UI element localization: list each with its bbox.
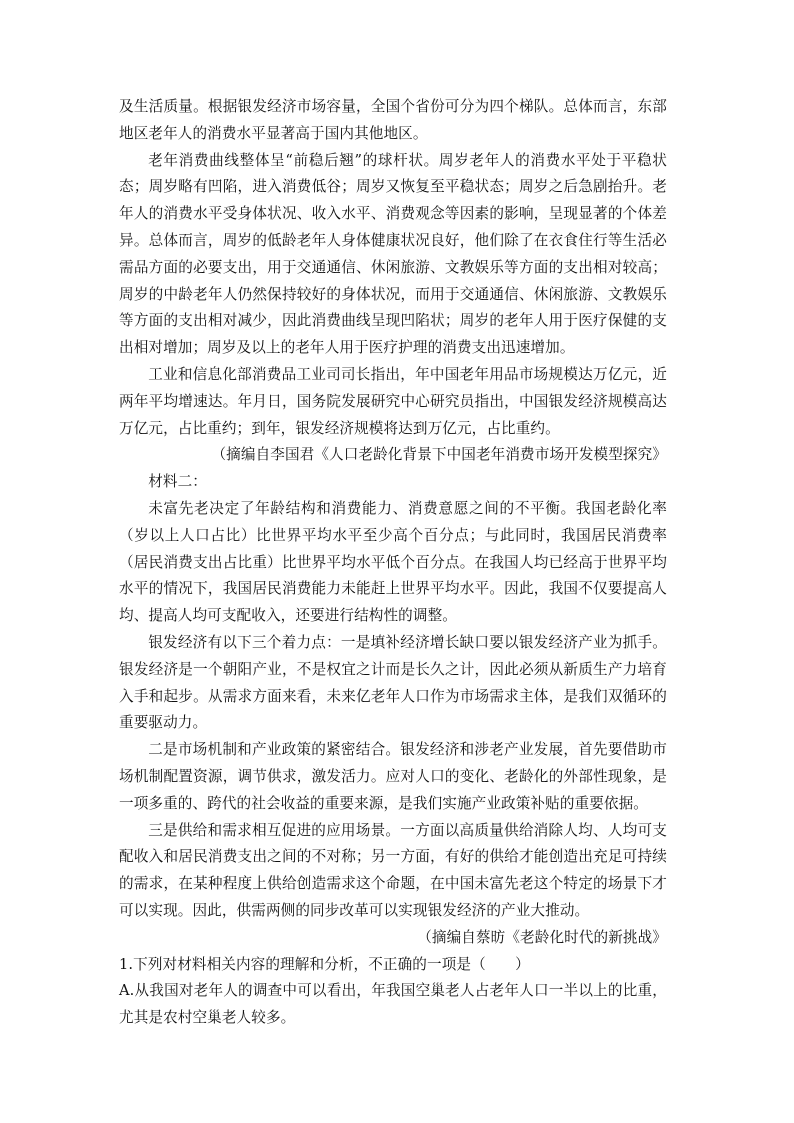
source-citation-1: （摘编自李国君《人口老龄化背景下中国老年消费市场开发模型探究》	[211, 446, 667, 464]
material-2-label: 材料二：	[148, 473, 207, 491]
question-option-a: A.从我国对老年人的调查中可以看出，年我国空巢老人占老年人口一半以上的比重，尤其是农村空巢老人较多。	[119, 982, 667, 1027]
paragraph-4: 未富先老决定了年龄结构和消费能力、消费意愿之间的不平衡。我国老龄化率（岁以上人口占比）比世界平均水平至少高个百分点；与此同时，我国居民消费率（居民消费支出占比重）比世界平均水平低个百分点。在我国人均已经高于世界平均水平的情况下，我国居民消费能力未能赶上世界平均水平。因此，我国不仅要提高人均、提高人均可支配收入，还要进行结构性的调整。	[119, 499, 667, 625]
paragraph-2: 老年消费曲线整体呈“前稳后翘”的球杆状。周岁老年人的消费水平处于平稳状态；周岁略有凹陷，进入消费低谷；周岁又恢复至平稳状态；周岁之后急剧抬升。老年人的消费水平受身体状况、收入水平、消费观念等因素的影响，呈现显著的个体差异。总体而言，周岁的低龄老年人身体健康状况良好，他们除了在衣食住行等生活必需品方面的必要支出，用于交通通信、休闲旅游、文教娱乐等方面的支出相对较高；周岁的中龄老年人仍然保持较好的身体状况，而用于交通通信、休闲旅游、文教娱乐等方面的支出相对减少，因此消费曲线呈现凹陷状；周岁的老年人用于医疗保健的支出相对增加；周岁及以上的老年人用于医疗护理的消费支出迅速增加。	[119, 151, 667, 357]
question-stem: 1.下列对材料相关内容的理解和分析，不正确的一项是（ ）	[119, 955, 530, 973]
source-citation-2: （摘编自蔡昉《老龄化时代的新挑战》	[417, 928, 667, 946]
document-body	[119, 94, 667, 1032]
paragraph-7: 三是供给和需求相互促进的应用场景。一方面以高质量供给消除人均、人均可支配收入和居民消费支出之间的不对称；另一方面，有好的供给才能创造出充足可持续的需求，在某种程度上供给创造需求这个命题，在中国未富先老这个特定的场景下才可以实现。因此，供需两侧的同步改革可以实现银发经济的产业大推动。	[119, 821, 667, 919]
paragraph-3: 工业和信息化部消费品工业司司长指出，年中国老年用品市场规模达万亿元，近两年平均增速达。年月日，国务院发展研究中心研究员指出，中国银发经济规模高达万亿元，占比重约；到年，银发经济规模将达到万亿元，占比重约。	[119, 365, 667, 437]
paragraph-1: 及生活质量。根据银发经济市场容量，全国个省份可分为四个梯队。总体而言，东部地区老年人的消费水平显著高于国内其他地区。	[119, 98, 667, 142]
paragraph-5: 银发经济有以下三个着力点：一是填补经济增长缺口要以银发经济产业为抓手。银发经济是一个朝阳产业，不是权宜之计而是长久之计，因此必须从新质生产力培育入手和起步。从需求方面来看，未来亿老年人口作为市场需求主体，是我们双循环的重要驱动力。	[119, 633, 667, 732]
paragraph-6: 二是市场机制和产业政策的紧密结合。银发经济和涉老产业发展，首先要借助市场机制配置资源，调节供求，激发活力。应对人口的变化、老龄化的外部性现象，是一项多重的、跨代的社会收益的重要来源，是我们实施产业政策补贴的重要依据。	[119, 741, 667, 812]
